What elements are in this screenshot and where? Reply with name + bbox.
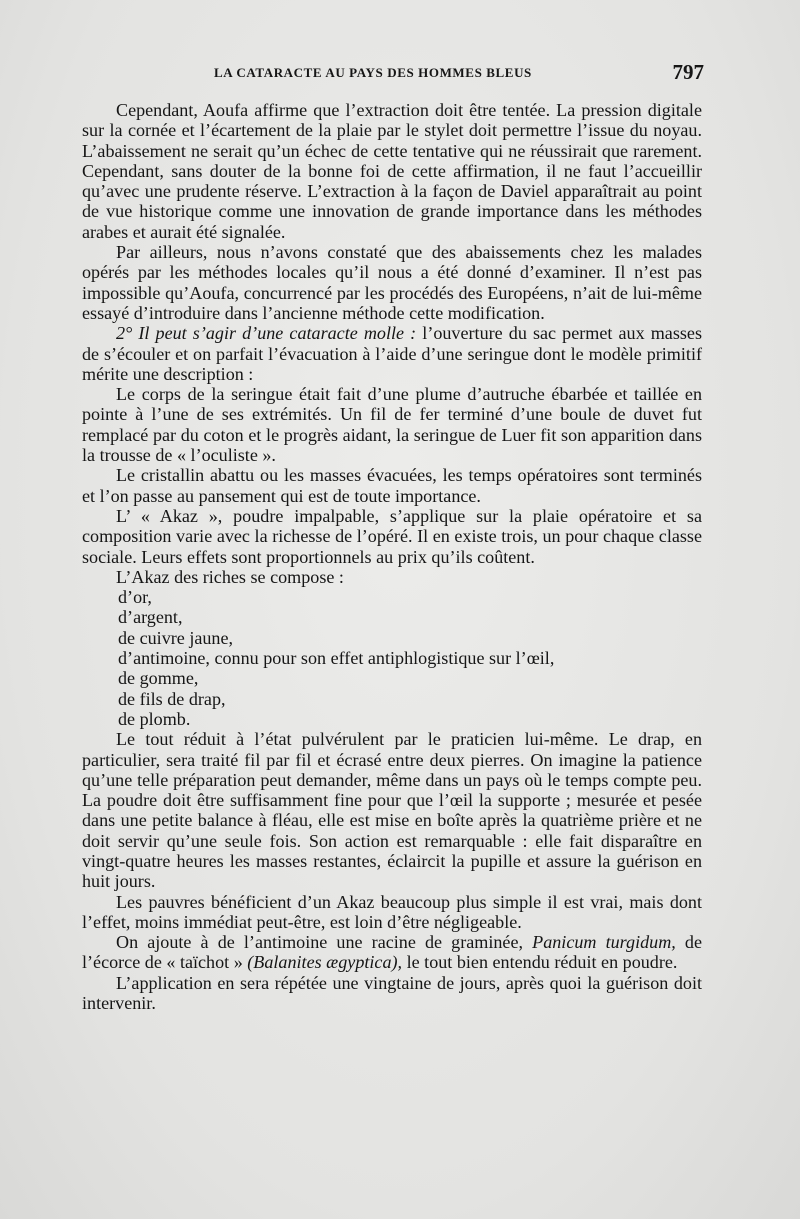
- running-header: [214, 62, 704, 86]
- list-item: de fils de drap,: [118, 688, 226, 709]
- paragraph-5: Le cristallin abattu ou les masses évacuées, les temps opératoires sont terminés et l’on passe au pansement qui est de toute importance.: [82, 465, 702, 506]
- paragraph-9-part-a: On ajoute à de l’antimoine une racine de graminée,: [116, 932, 533, 953]
- list-item: d’argent,: [118, 607, 183, 628]
- body-text: [82, 100, 702, 1013]
- list-intro: L’Akaz des riches se compose :: [116, 566, 344, 587]
- paragraph-9-part-c: le tout bien entendu réduit en poudre.: [402, 952, 678, 973]
- paragraph-10: L’application en sera répétée une vingtaine de jours, après quoi la guérison doit intervenir.: [82, 972, 702, 1014]
- paragraph-4: Le corps de la seringue était fait d’une plume d’autruche ébarbée et taillée en pointe à l’une de ses extrémités. Un fil de fer terminé d’une boule de duvet fut remplacé par du coton et le progrès aidant, la seringue de Luer fit son apparition dans la trousse de « l’oculiste ».: [82, 384, 702, 466]
- list-item: de cuivre jaune,: [118, 627, 234, 648]
- paragraph-3-lead: 2° Il peut s’agir d’une cataracte molle :: [116, 323, 417, 344]
- page-number: 797: [672, 60, 704, 84]
- paragraph-9-italic-2: (Balanites ægyptica),: [247, 952, 403, 973]
- list-item: de plomb.: [118, 708, 191, 729]
- paragraph-3: [82, 323, 702, 384]
- running-title: LA CATARACTE AU PAYS DES HOMMES BLEUS: [214, 65, 532, 80]
- list-item: de gomme,: [118, 668, 199, 689]
- list-item: d’or,: [118, 587, 152, 608]
- paragraph-9-italic-1: Panicum turgidum,: [532, 932, 676, 953]
- paragraph-9: [82, 932, 702, 973]
- list-item: d’antimoine, connu pour son effet antiphlogistique sur l’œil,: [118, 648, 555, 669]
- paragraph-2: Par ailleurs, nous n’avons constaté que des abaissements chez les malades opérés par les méthodes locales qu’il nous a été donné d’examiner. Il n’est pas impossible qu’Aoufa, concurrencé par les procédés des Européens, n’ait de lui-même essayé d’introduire dans l’ancienne méthode cette modification.: [82, 242, 702, 323]
- paragraph-3-body: l’ouverture du sac permet aux masses de s’écouler et on parfait l’évacuation à l’aide d’une seringue dont le modèle primitif mérite une description :: [82, 323, 702, 384]
- paragraph-1: Cependant, Aoufa affirme que l’extraction doit être tentée. La pression digitale sur la cornée et l’écartement de la plaie par le stylet doit permettre l’issue du noyau. L’abaissement ne serait qu’un échec de cette tentative qui ne réussirait que rarement. Cependant, sans douter de la bonne foi de cette affirmation, il ne faut l’accueillir qu’avec une prudente réserve. L’extraction à la façon de Daviel apparaîtrait au point de vue historique comme une innovation de grande importance dans les méthodes arabes et aurait été signalée.: [82, 100, 702, 242]
- paragraph-8: Les pauvres bénéficient d’un Akaz beaucoup plus simple il est vrai, mais dont l’effet, moins immédiat peut-être, est loin d’être négligeable.: [82, 891, 702, 932]
- paragraph-7: Le tout réduit à l’état pulvérulent par le praticien lui-même. Le drap, en particulier, sera traité fil par fil et écrasé entre deux pierres. On imagine la patience qu’une telle préparation peut demander, même dans un pays où le temps compte peu. La poudre doit être suffisamment fine pour que l’œil la supporte ; mesurée et pesée dans une petite balance à fléau, elle est mise en boîte après la quatrième prière et ne doit servir qu’une seule fois. Son action est remarquable : elle fait disparaître en vingt-quatre heures les masses restantes, éclaircit la pupille et assure la guérison en huit jours.: [82, 729, 702, 892]
- akaz-ingredient-list: [82, 587, 702, 729]
- paragraph-6: L’ « Akaz », poudre impalpable, s’applique sur la plaie opératoire et sa composition varie avec la richesse de l’opéré. Il en existe trois, un pour chaque classe sociale. Leurs effets sont proportionnels au prix qu’ils coûtent.: [82, 505, 702, 567]
- paragraph-9-part-b: de l’écorce de « taïchot »: [82, 932, 702, 973]
